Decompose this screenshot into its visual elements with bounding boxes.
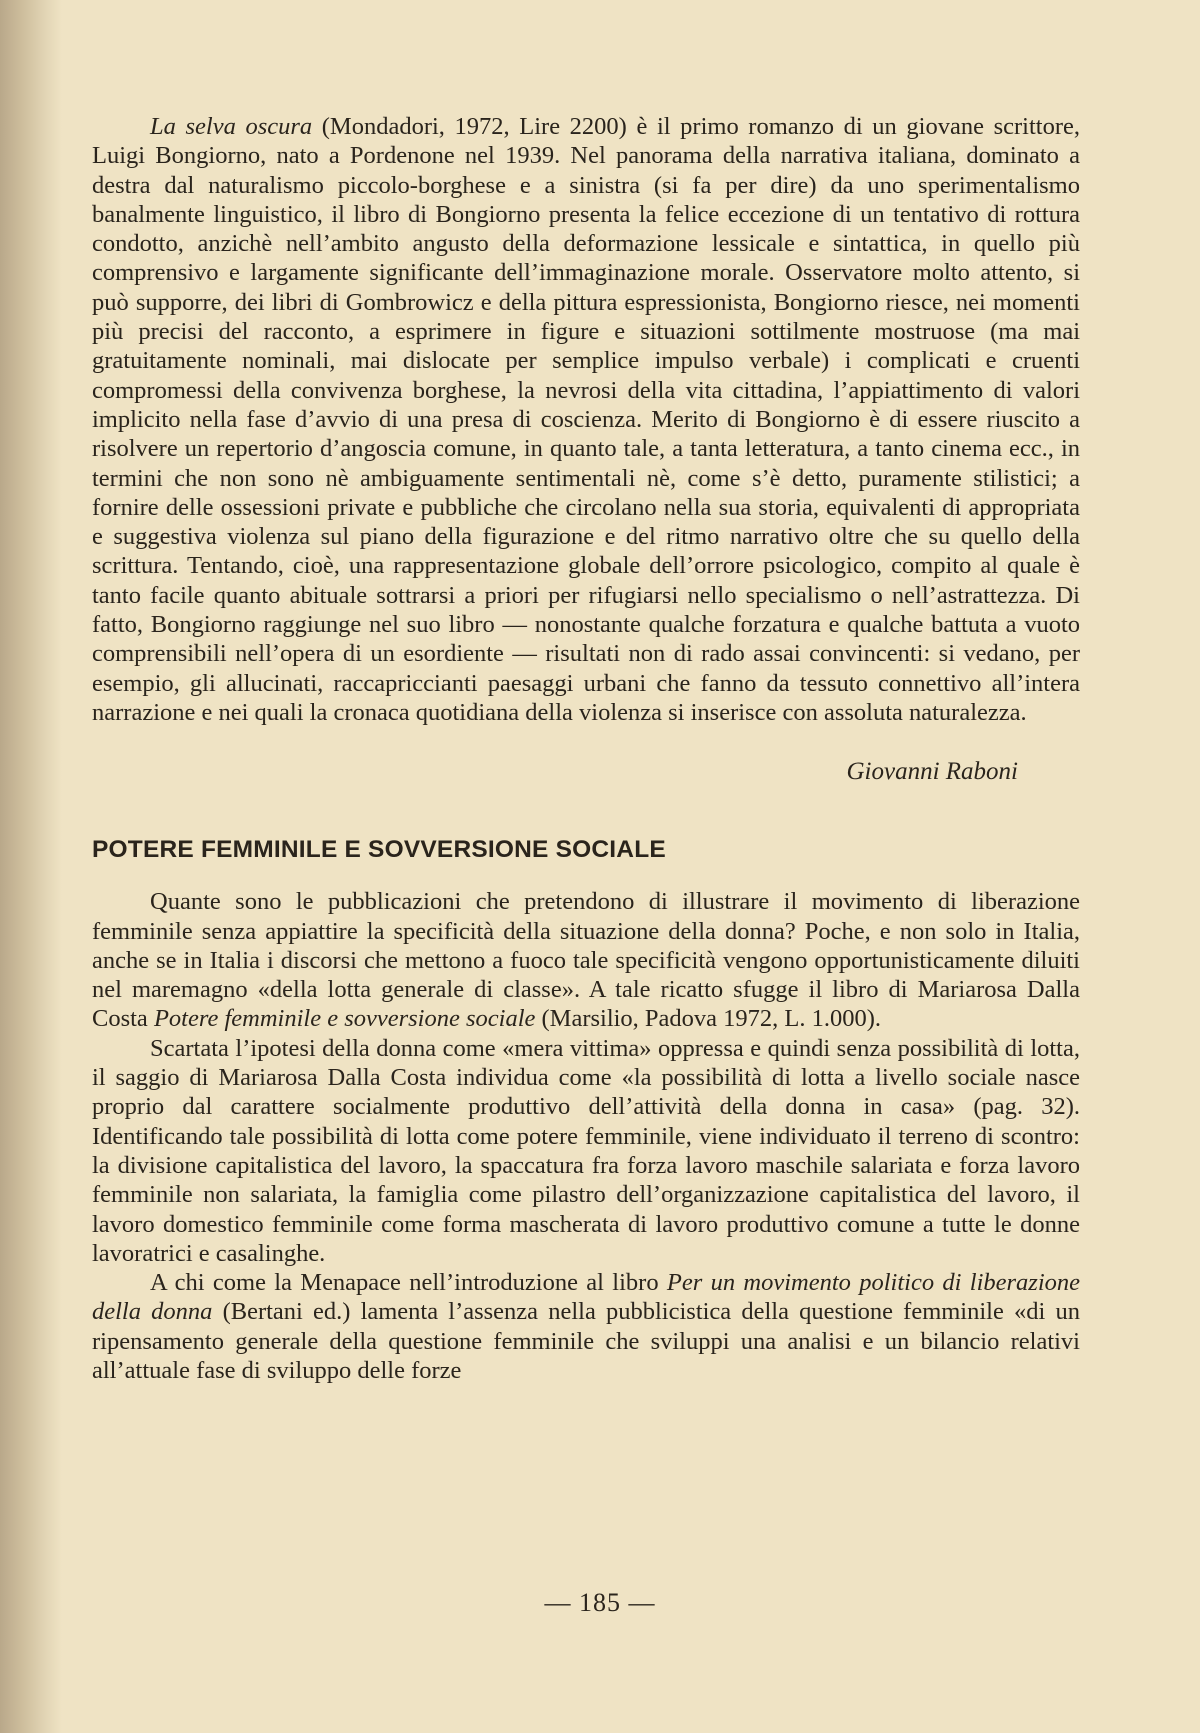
review2-paragraph-2: Scartata l’ipotesi della donna come «mera vittima» oppressa e quindi senza possibilità di lotta, il saggio di Mariarosa Dalla Costa individua come «la possibilità di lotta a livello sociale nasce proprio dal carattere socialmente produttivo dell’attività della donna in casa» (pag. 32). Identificando tale possibilità di lotta come potere femminile, viene individuato il terreno di scontro: la divisione capitalistica del lavoro, la spaccatura fra forza lavoro maschile salariata e forza lavoro femminile non salariata, la famiglia come pilastro dell’organizzazione capitalistica del lavoro, il lavoro domestico femminile come forma mascherata di lavoro produttivo comune a tutte le donne lavoratrici e casalinghe. (92, 1034, 1080, 1267)
book-title: Per un movimento politico di liberazione della donna (92, 1269, 1080, 1326)
page-number: — 185 — (544, 1588, 656, 1617)
page-left-edge-shadow (0, 0, 62, 1733)
review-la-selva-oscura (92, 112, 1080, 727)
page-body (92, 112, 1080, 1385)
review2-paragraph-1: Quante sono le pubblicazioni che pretendono di illustrare il movimento di liberazione femminile senza appiattire la specificità della situazione della donna? Poche, e non solo in Italia, anche se in Italia i discorsi che mettono a fuoco tale specificità vengono opportunisticamente diluiti nel maremagno «della lotta generale di classe». A tale ricatto sfugge il libro di Mariarosa Dalla Costa Potere femminile e sovversione sociale (Marsilio, Padova 1972, L. 1.000). (92, 888, 1080, 1033)
review1-text: (Mondadori, 1972, Lire 2200) è il primo romanzo di un giovane scrittore, Luigi Bongiorno, nato a Pordenone nel 1939. Nel panorama della narrativa italiana, dominato a destra dal naturalismo piccolo-borghese e a sinistra (si fa per dire) da uno sperimentalismo banalmente linguistico, il libro di Bongiorno presenta la felice eccezione di un tentativo di rottura condotto, anzichè nell’ambito angusto della deformazione lessicale e sintattica, in quello più comprensivo e largamente significante dell’immaginazione morale. Osservatore molto attento, si può supporre, dei libri di Gombrowicz e della pittura espressionista, Bongiorno riesce, nei momenti più precisi del racconto, a esprimere in figure e situazioni sottilmente mostruose (ma mai gratuitamente nominali, mai dislocate per semplice impulso verbale) i complicati e cruenti compromessi della convivenza borghese, la nevrosi della vita cittadina, l’appiattimento di valori implicito nella fase d’avvio di una presa di coscienza. Merito di Bongiorno è di essere riuscito a risolvere un repertorio d’angoscia comune, in quanto tale, a tanta letteratura, a tanto cinema ecc., in termini che non sono nè ambiguamente sentimentali nè, come s’è detto, puramente stilistici; a fornire delle ossessioni private e pubbliche che circolano nella sua storia, equivalenti di appropriata e suggestiva violenza sul piano della figurazione e del ritmo narrativo oltre che su quello della scrittura. Tentando, cioè, una rappresentazione globale dell’orrore psicologico, compito al quale è tanto facile quanto abituale sottrarsi a priori per rifugiarsi nello specialismo o nell’astrattezza. Di fatto, Bongiorno raggiunge nel suo libro — nonostante qualche forzatura e qualche battuta a vuoto comprensibili nell’opera di un esordiente — risultati non di rado assai convincenti: si vedano, per esempio, gli allucinati, raccapriccianti paesaggi urbani che fanno da tessuto connettivo all’intera narrazione e nei quali la cronaca quotidiana della violenza si inserisce con assoluta naturalezza. (92, 113, 1080, 726)
book-title: La selva oscura (150, 113, 313, 140)
review-potere-femminile (92, 887, 1080, 1385)
author-signature: Giovanni Raboni (846, 758, 1018, 786)
book-title: Potere femminile e sovversione sociale (153, 1005, 536, 1033)
review2-paragraph-3: A chi come la Menapace nell’introduzione al libro Per un movimento politico di liberazione della donna (Bertani ed.) lamenta l’assenza nella pubblicistica della questione femminile «di un ripensamento generale della questione femminile che sviluppi una analisi e un bilancio relativi all’attuale fase di sviluppo delle forze (92, 1269, 1080, 1384)
section-heading: POTERE FEMMINILE E SOVVERSIONE SOCIALE (92, 836, 666, 864)
review1-paragraph (92, 112, 1080, 727)
